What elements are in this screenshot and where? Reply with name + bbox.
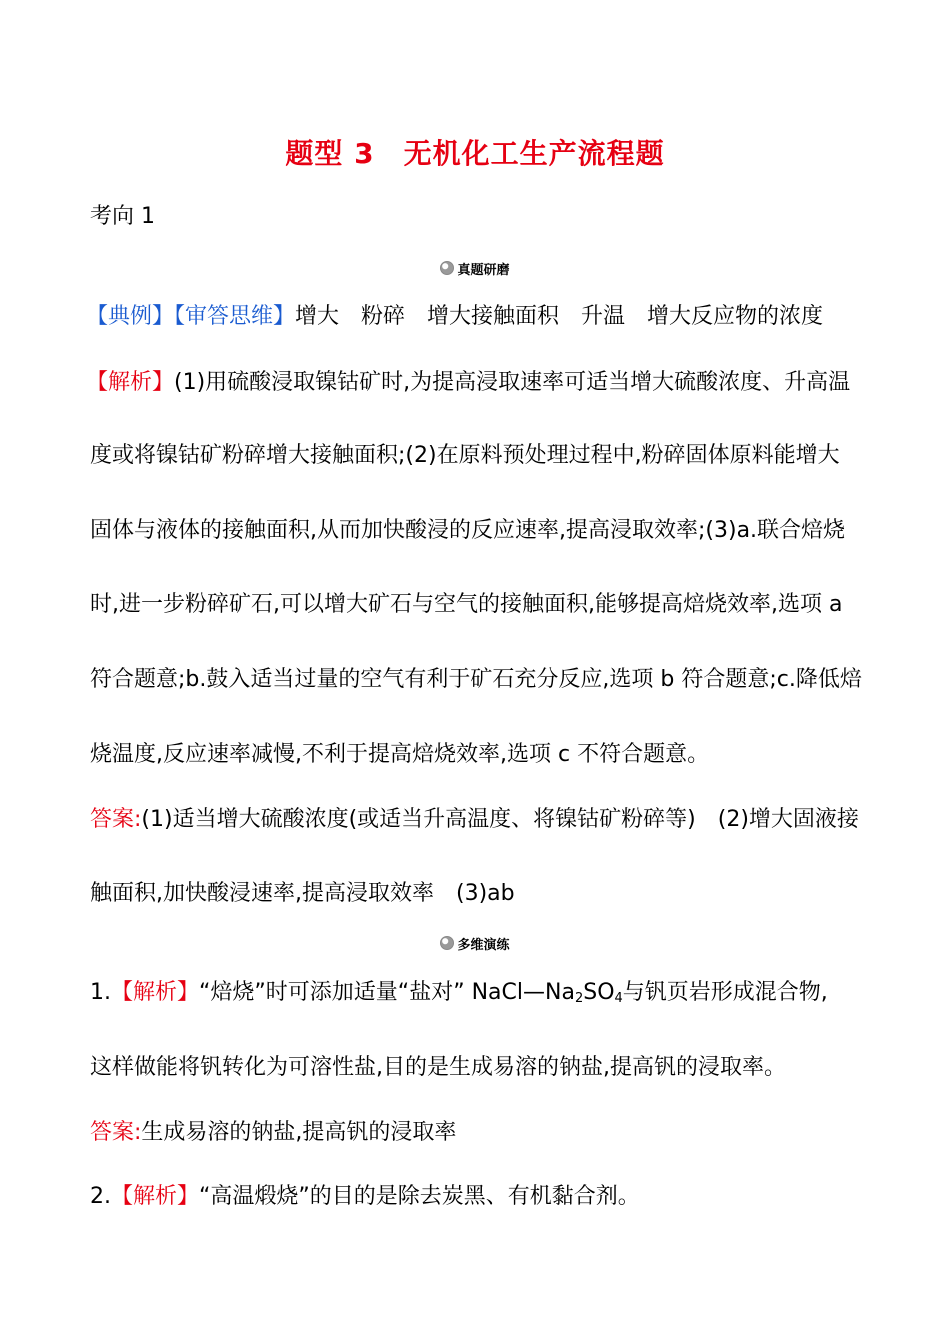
answer-line-2: 触面积,加快酸浸速率,提高浸取效率 (3)ab bbox=[90, 881, 515, 906]
section-badge-real-questions bbox=[0, 259, 950, 278]
example-text: 增大 粉碎 增大接触面积 升温 增大反应物的浓度 bbox=[295, 304, 824, 329]
q1-text-b: SO bbox=[583, 980, 615, 1005]
example-line bbox=[86, 302, 823, 332]
analysis-text: (1)用硫酸浸取镍钴矿时,为提高浸取速率可适当增大硫酸浓度、升高温 bbox=[174, 370, 851, 395]
q1-subscript-4: 4 bbox=[614, 991, 623, 1006]
section-badge-label: 真题研磨 bbox=[457, 263, 510, 278]
example-tag: 【典例】 bbox=[86, 304, 175, 329]
q1-text-a: “焙烧”时可添加适量“盐对” NaCl—Na bbox=[199, 980, 575, 1005]
analysis-line-1 bbox=[86, 368, 850, 398]
badge-circle-icon bbox=[440, 936, 454, 950]
q1-number: 1. bbox=[90, 980, 111, 1005]
q2-analysis-tag: 【解析】 bbox=[111, 1184, 200, 1209]
subheading: 考向 1 bbox=[90, 204, 155, 229]
page-title: 题型 3 无机化工生产流程题 bbox=[285, 137, 665, 170]
analysis-line-3: 固体与液体的接触面积,从而加快酸浸的反应速率,提高浸取效率;(3)a.联合焙烧 bbox=[90, 518, 846, 543]
analysis-tag: 【解析】 bbox=[86, 370, 175, 395]
review-thinking-tag: 【审答思维】 bbox=[174, 304, 296, 329]
section-badge-label: 多维演练 bbox=[457, 938, 510, 953]
q2-number: 2. bbox=[90, 1184, 111, 1209]
section-badge-practice bbox=[0, 934, 950, 953]
q2-analysis-line bbox=[90, 1182, 640, 1212]
q1-answer-line bbox=[90, 1118, 456, 1148]
q1-answer-tag: 答案: bbox=[90, 1120, 142, 1145]
analysis-line-2: 度或将镍钴矿粉碎增大接触面积;(2)在原料预处理过程中,粉碎固体原料能增大 bbox=[90, 443, 840, 468]
q2-text: “高温煅烧”的目的是除去炭黑、有机黏合剂。 bbox=[199, 1184, 640, 1209]
q1-analysis-line-2: 这样做能将钒转化为可溶性盐,目的是生成易溶的钠盐,提高钒的浸取率。 bbox=[90, 1055, 786, 1080]
analysis-line-4: 时,进一步粉碎矿石,可以增大矿石与空气的接触面积,能够提高焙烧效率,选项 a bbox=[90, 592, 843, 617]
analysis-line-5: 符合题意;b.鼓入适当过量的空气有利于矿石充分反应,选项 b 符合题意;c.降低焙 bbox=[90, 667, 862, 692]
q1-subscript-2: 2 bbox=[574, 991, 584, 1006]
answer-line-1 bbox=[90, 805, 859, 835]
q1-answer-text: 生成易溶的钠盐,提高钒的浸取率 bbox=[141, 1120, 457, 1145]
q1-text-c: 与钒页岩形成混合物, bbox=[622, 980, 828, 1005]
q1-analysis-tag: 【解析】 bbox=[111, 980, 200, 1005]
answer-tag: 答案: bbox=[90, 807, 142, 832]
q1-analysis-line-1 bbox=[90, 978, 828, 1008]
badge-circle-icon bbox=[440, 261, 454, 275]
analysis-line-6: 烧温度,反应速率减慢,不利于提高焙烧效率,选项 c 不符合题意。 bbox=[90, 742, 710, 767]
answer-text: (1)适当增大硫酸浓度(或适当升高温度、将镍钴矿粉碎等) (2)增大固液接 bbox=[141, 807, 859, 832]
